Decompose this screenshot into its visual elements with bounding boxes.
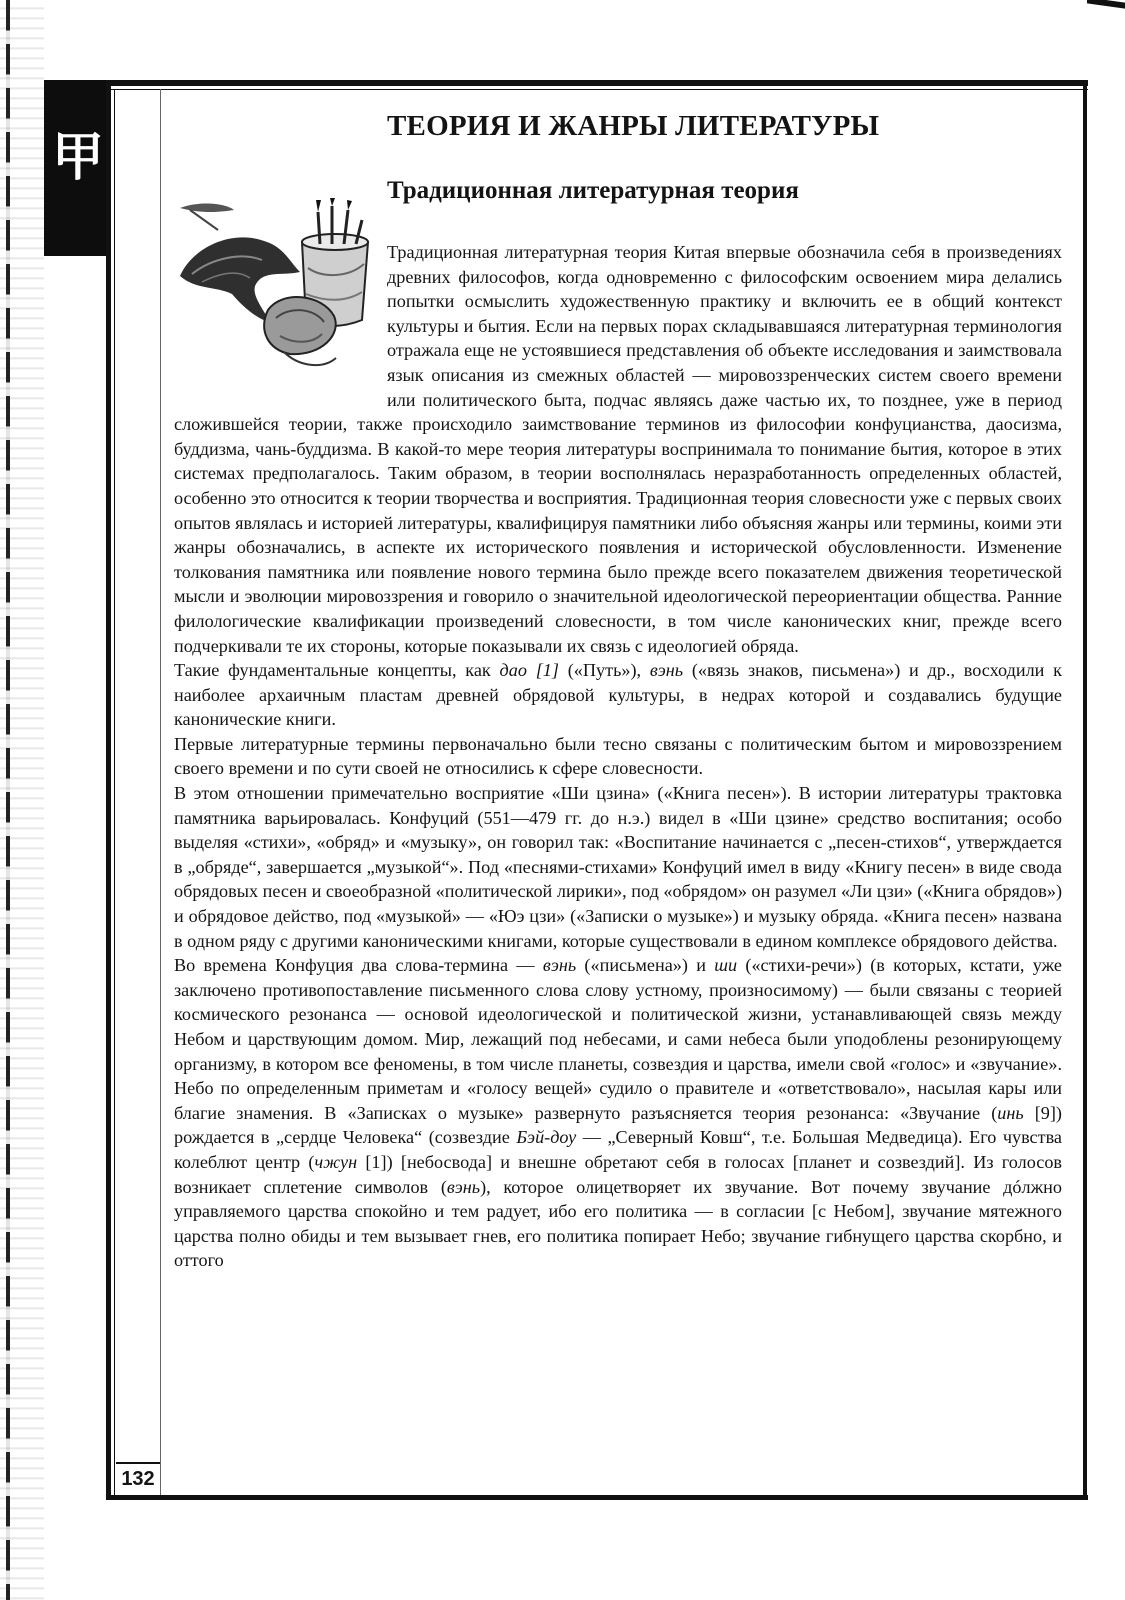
paragraph-text: («Путь»), <box>558 660 650 681</box>
frame-top-thin-rule <box>106 89 1088 90</box>
paragraph-text: Во времена Конфуция два слова-термина — <box>174 955 543 976</box>
frame-left-rule <box>106 80 111 1500</box>
body-text <box>174 240 1062 1273</box>
illustration-spacer <box>174 240 387 390</box>
paragraph-text: ), которое олицетворяет их звучание. Вот почему звучание дóлжно управляемого царства спокойно и тем радует, ибо его политика — в согласии [с Небом], звучание мятежного царства полно обиды и тем вызывает гнев, его политика попирает Небо; звучание гибнущего царства скорбно, и оттого <box>174 1176 1062 1271</box>
paragraph <box>174 658 1062 732</box>
paragraph <box>174 953 1062 1273</box>
italic-term: Бэй-доу <box>516 1127 577 1148</box>
paragraph-text: Традиционная литературная теория Китая впервые обозначила себя в произведениях древних философов, когда одновременно с философским освоением мира делались попытки осмыслить художественную практику и включить ее в общий контекст культуры и бытия. Если на первых порах складывавшаяся литературная терминология отражала еще не устоявшиеся представления об объекте исследования и заимствовала язык описания из смежных областей — мировоззренческих систем своего времени или политического быта, подчас являясь даже частью их, то позднее, уже в период сложившейся теории, также происходило заимствование терминов из философии конфуцианства, даосизма, буддизма, чань-буддизма. В какой-то мере теория литературы воспринимала то понимание бытия, которое в этих системах предполагалось. Таким образом, в теории восполнялась неразработанность определенных областей, особенно это относится к теории творчества и восприятия. Традиционная теория словесности уже с первых своих опытов являлась и историей литературы, квалифицируя памятники либо объясняя жанры или термины, коими эти жанры обозначались, в аспекте их исторического появления и исторической обусловленности. Изменение толкования памятника или появление нового термина было прежде всего показателем движения теоретической мысли и эволюции мировоззрения и говорило о значительной идеологической переориентации общества. Ранние филологические квалификации произведений словесности, в том числе канонических книг, прежде всего подчеркивали те их стороны, которые показывали их связь с идеологией обряда. <box>174 242 1062 656</box>
subsection-title: Традиционная литературная теория <box>387 177 799 204</box>
italic-term: вэнь <box>649 660 684 681</box>
frame-left-inner-rule <box>114 89 115 1499</box>
paragraph-text: В этом отношении примечательно восприятие «Ши цзина» («Книга песен»). В истории литературы трактовка памятника варьировалась. Конфуций (551—479 гг. до н.э.) видел в «Ши цзине» средство воспитания; особо выделяя «стихи», «обряд» и «музыку», он говорил так: «Воспитание начинается с „песен-стихов“, утверждается в „обряде“, завершается „музыкой“». Под «песнями-стихами» Конфуций имел в виду «Книгу песен» в виде свода обрядовых песен и своеобразной «политической лирики», под «обрядом» он разумел «Ли цзи» («Книга обрядов») и обрядовое действо, под «музыкой» — «Юэ цзи» («Записки о музыке») и музыку обряда. «Книга песен» названа в одном ряду с другими каноническими книгами, которые существовали в едином комплексе обрядового действа. <box>174 783 1062 951</box>
frame-right-rule <box>1083 80 1087 1500</box>
scan-corner-mark <box>1087 0 1125 9</box>
paragraph <box>174 732 1062 781</box>
italic-term: инь <box>997 1102 1024 1123</box>
paragraph-text: («вязь знаков, письмена») и др., восходили к наиболее архаичным пластам древней обрядовой культуры, в недрах которой и создавались будущие канонические книги. <box>174 660 1062 730</box>
paragraph-list <box>174 240 1062 1273</box>
paragraph-text: [9]) рождается в „сердце Человека“ (созвездие <box>174 1102 1062 1148</box>
paragraph-text: Такие фундаментальные концепты, как <box>174 660 500 681</box>
paragraph-text: [1]) [небосвода] и внешне обретают себя в голосах [планет и созвездий]. Из голосов возникает сплетение символов ( <box>174 1151 1062 1197</box>
italic-term: ши <box>714 955 738 976</box>
section-title: ТЕОРИЯ И ЖАНРЫ ЛИТЕРАТУРЫ <box>387 110 880 142</box>
paragraph-text: Первые литературные термины первоначально были тесно связаны с политическим бытом и мировоззрением своего времени и по сути своей не относились к сфере словесности. <box>174 733 1062 779</box>
italic-term: чжун <box>314 1151 358 1172</box>
frame-bottom-rule <box>106 1495 1088 1500</box>
italic-term: дао [1] <box>499 660 559 681</box>
paragraph-text: («стихи-речи») (в которых, кстати, уже заключено противопоставление письменного слова слову устному, произносимому) — были связаны с теорией космического резонанса — основой идеологической и политической жизни, устанавливающей связь между Небом и царствующим домом. Мир, лежащий под небесами, и сами небеса были уподоблены резонирующему организму, в котором все феномены, в том числе планеты, созвездия и царства, имели свой «голос» и «звучание». Небо по определенным приметам и «голосу вещей» судило о правителе и «ответствовало», насылая кары или благие знамения. В «Записках о музыке» развернуто разъясняется теория резонанса: «Звучание ( <box>174 955 1062 1123</box>
frame-top-rule <box>106 80 1088 86</box>
paragraph-text: («письмена») и <box>576 955 715 976</box>
paragraph <box>174 781 1062 953</box>
paragraph-text: — „Северный Ковш“, т.е. Большая Медведица). Его чувства колеблют центр ( <box>174 1127 1062 1172</box>
margin-rule <box>160 89 161 1495</box>
chapter-tab-glyph: 甲 <box>52 128 105 188</box>
italic-term: вэнь <box>446 1176 481 1197</box>
scan-edge-noise <box>0 0 44 1600</box>
italic-term: вэнь <box>542 955 577 976</box>
page-number: 132 <box>116 1462 160 1494</box>
